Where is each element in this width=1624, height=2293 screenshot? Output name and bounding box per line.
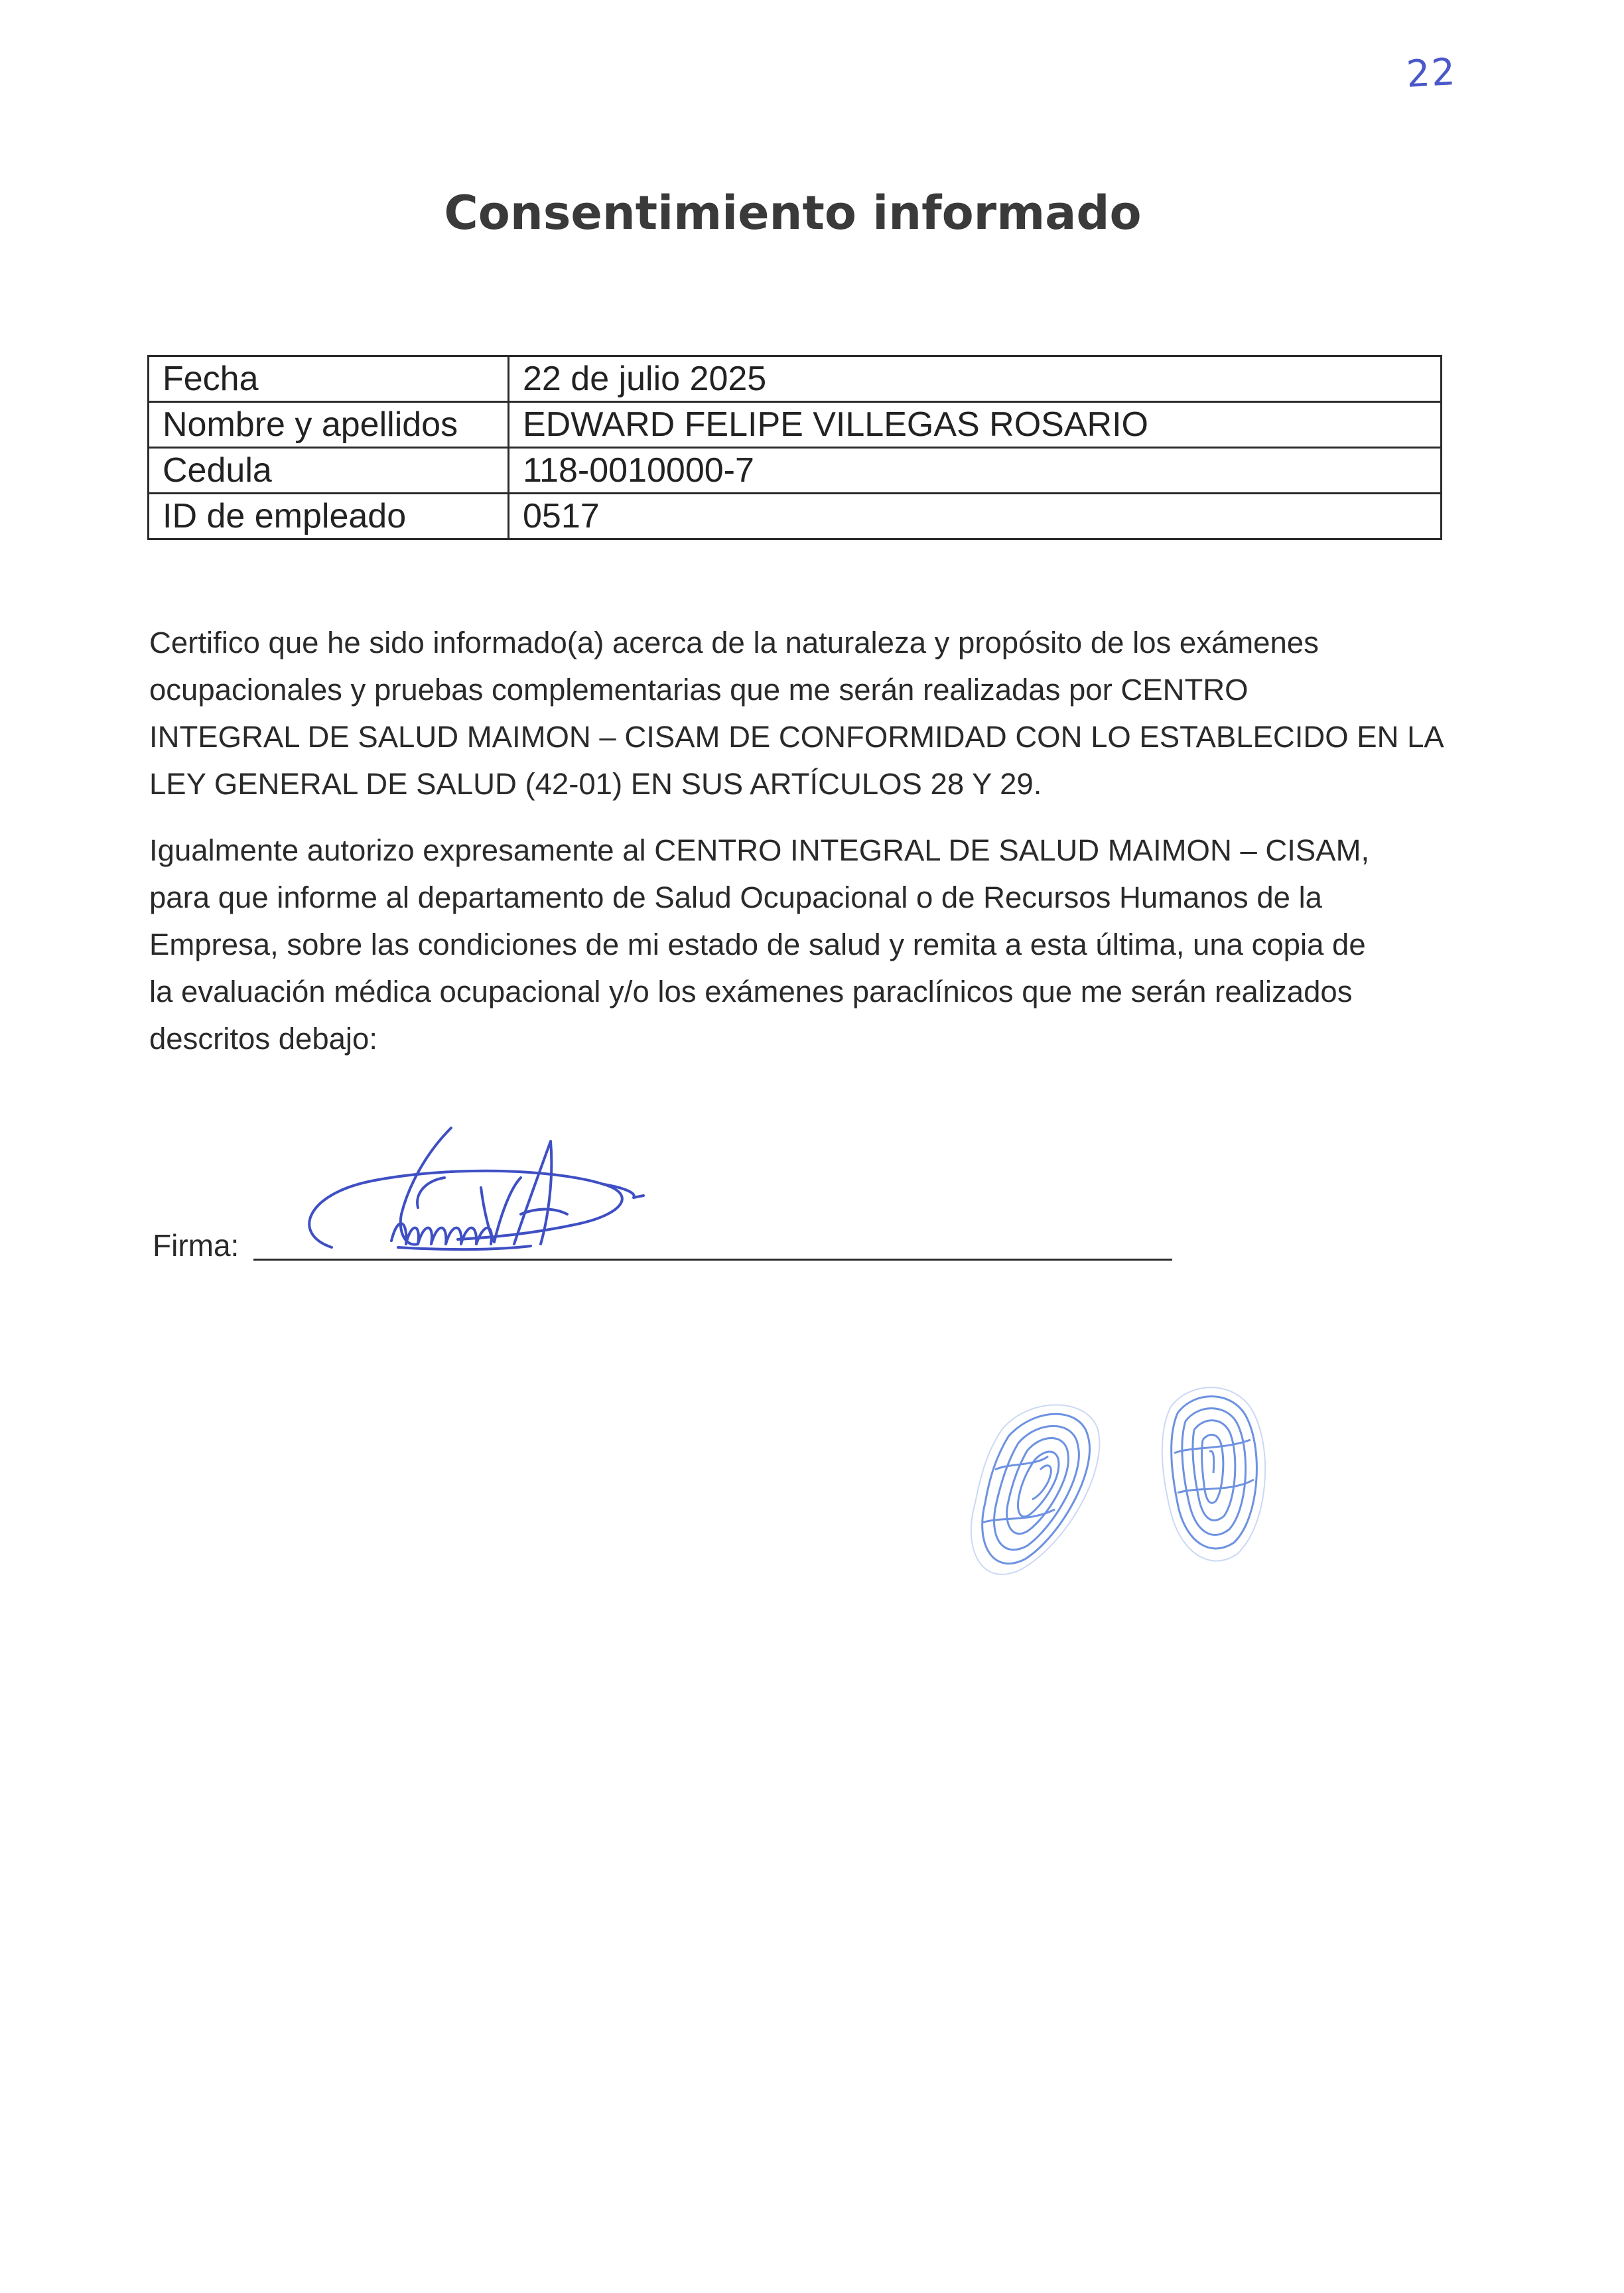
fingerprint-left <box>955 1390 1108 1582</box>
paragraph-line: ocupacionales y pruebas complementarias que me serán realizadas por CENTRO <box>149 673 1249 707</box>
document-title: Consentimiento informado <box>444 186 1142 240</box>
paragraph-line: INTEGRAL DE SALUD MAIMON – CISAM DE CONFORMIDAD CON LO ESTABLECIDO EN LA <box>149 720 1444 754</box>
id-empleado-label: ID de empleado <box>149 494 509 539</box>
paragraph-line: la evaluación médica ocupacional y/o los exámenes paraclínicos que me serán realizados <box>149 975 1353 1008</box>
fecha-value: 22 de julio 2025 <box>509 356 1442 402</box>
fingerprint-right <box>1144 1380 1277 1566</box>
paragraph-line: Certifico que he sido informado(a) acerca de la naturaleza y propósito de los exámenes <box>149 626 1319 660</box>
nombre-value: EDWARD FELIPE VILLEGAS ROSARIO <box>509 402 1442 448</box>
table-row-cedula <box>149 448 1442 494</box>
paragraph-line: LEY GENERAL DE SALUD (42-01) EN SUS ARTÍCULOS 28 Y 29. <box>149 767 1042 801</box>
nombre-label: Nombre y apellidos <box>149 402 509 448</box>
handwritten-signature <box>292 1115 663 1274</box>
paragraph-line: descritos debajo: <box>149 1022 377 1056</box>
paragraph-line: para que informe al departamento de Salud Ocupacional o de Recursos Humanos de la <box>149 880 1322 914</box>
table-row-id-empleado <box>149 494 1442 539</box>
cedula-label: Cedula <box>149 448 509 494</box>
page-number: 22 <box>1405 50 1457 96</box>
table-row-nombre <box>149 402 1442 448</box>
fecha-label: Fecha <box>149 356 509 402</box>
id-empleado-value: 0517 <box>509 494 1442 539</box>
paragraph-line: Empresa, sobre las condiciones de mi estado de salud y remita a esta última, una copia de <box>149 928 1366 961</box>
signature-label: Firma: <box>153 1228 239 1263</box>
authorization-paragraph <box>149 827 1450 1062</box>
cedula-value: 118-0010000-7 <box>509 448 1442 494</box>
table-row-fecha <box>149 356 1442 402</box>
paragraph-line: Igualmente autorizo expresamente al CENTRO INTEGRAL DE SALUD MAIMON – CISAM, <box>149 833 1370 867</box>
certification-paragraph <box>149 619 1450 807</box>
info-table <box>147 355 1442 540</box>
